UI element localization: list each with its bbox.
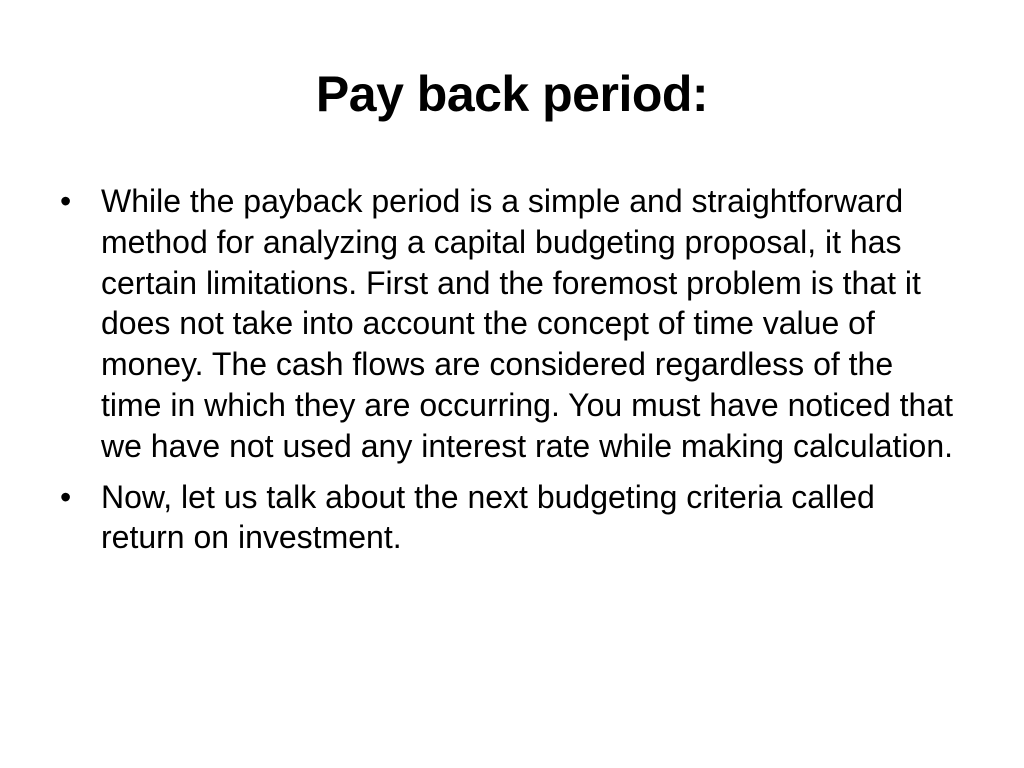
bullet-point-icon: • <box>60 183 72 219</box>
bullet-point-icon: • <box>60 478 72 515</box>
bullet-text: Now, let us talk about the next budgeting criteria called return on investment. <box>101 478 875 556</box>
bullet-item <box>60 477 960 559</box>
slide-title: Pay back period: <box>315 66 709 122</box>
bullet-text: While the payback period is a simple and straightforward method for analyzing a capital budgeting proposal, it has certain limitations. First and the foremost problem is that it does not take into account the concept of time value of money. The cash flows are considered regardless of the time in which they are occurring. You must have noticed that we have not used any interest rate while making calculation. <box>101 183 954 464</box>
bullet-item <box>60 181 960 467</box>
bullet-list <box>60 181 960 568</box>
